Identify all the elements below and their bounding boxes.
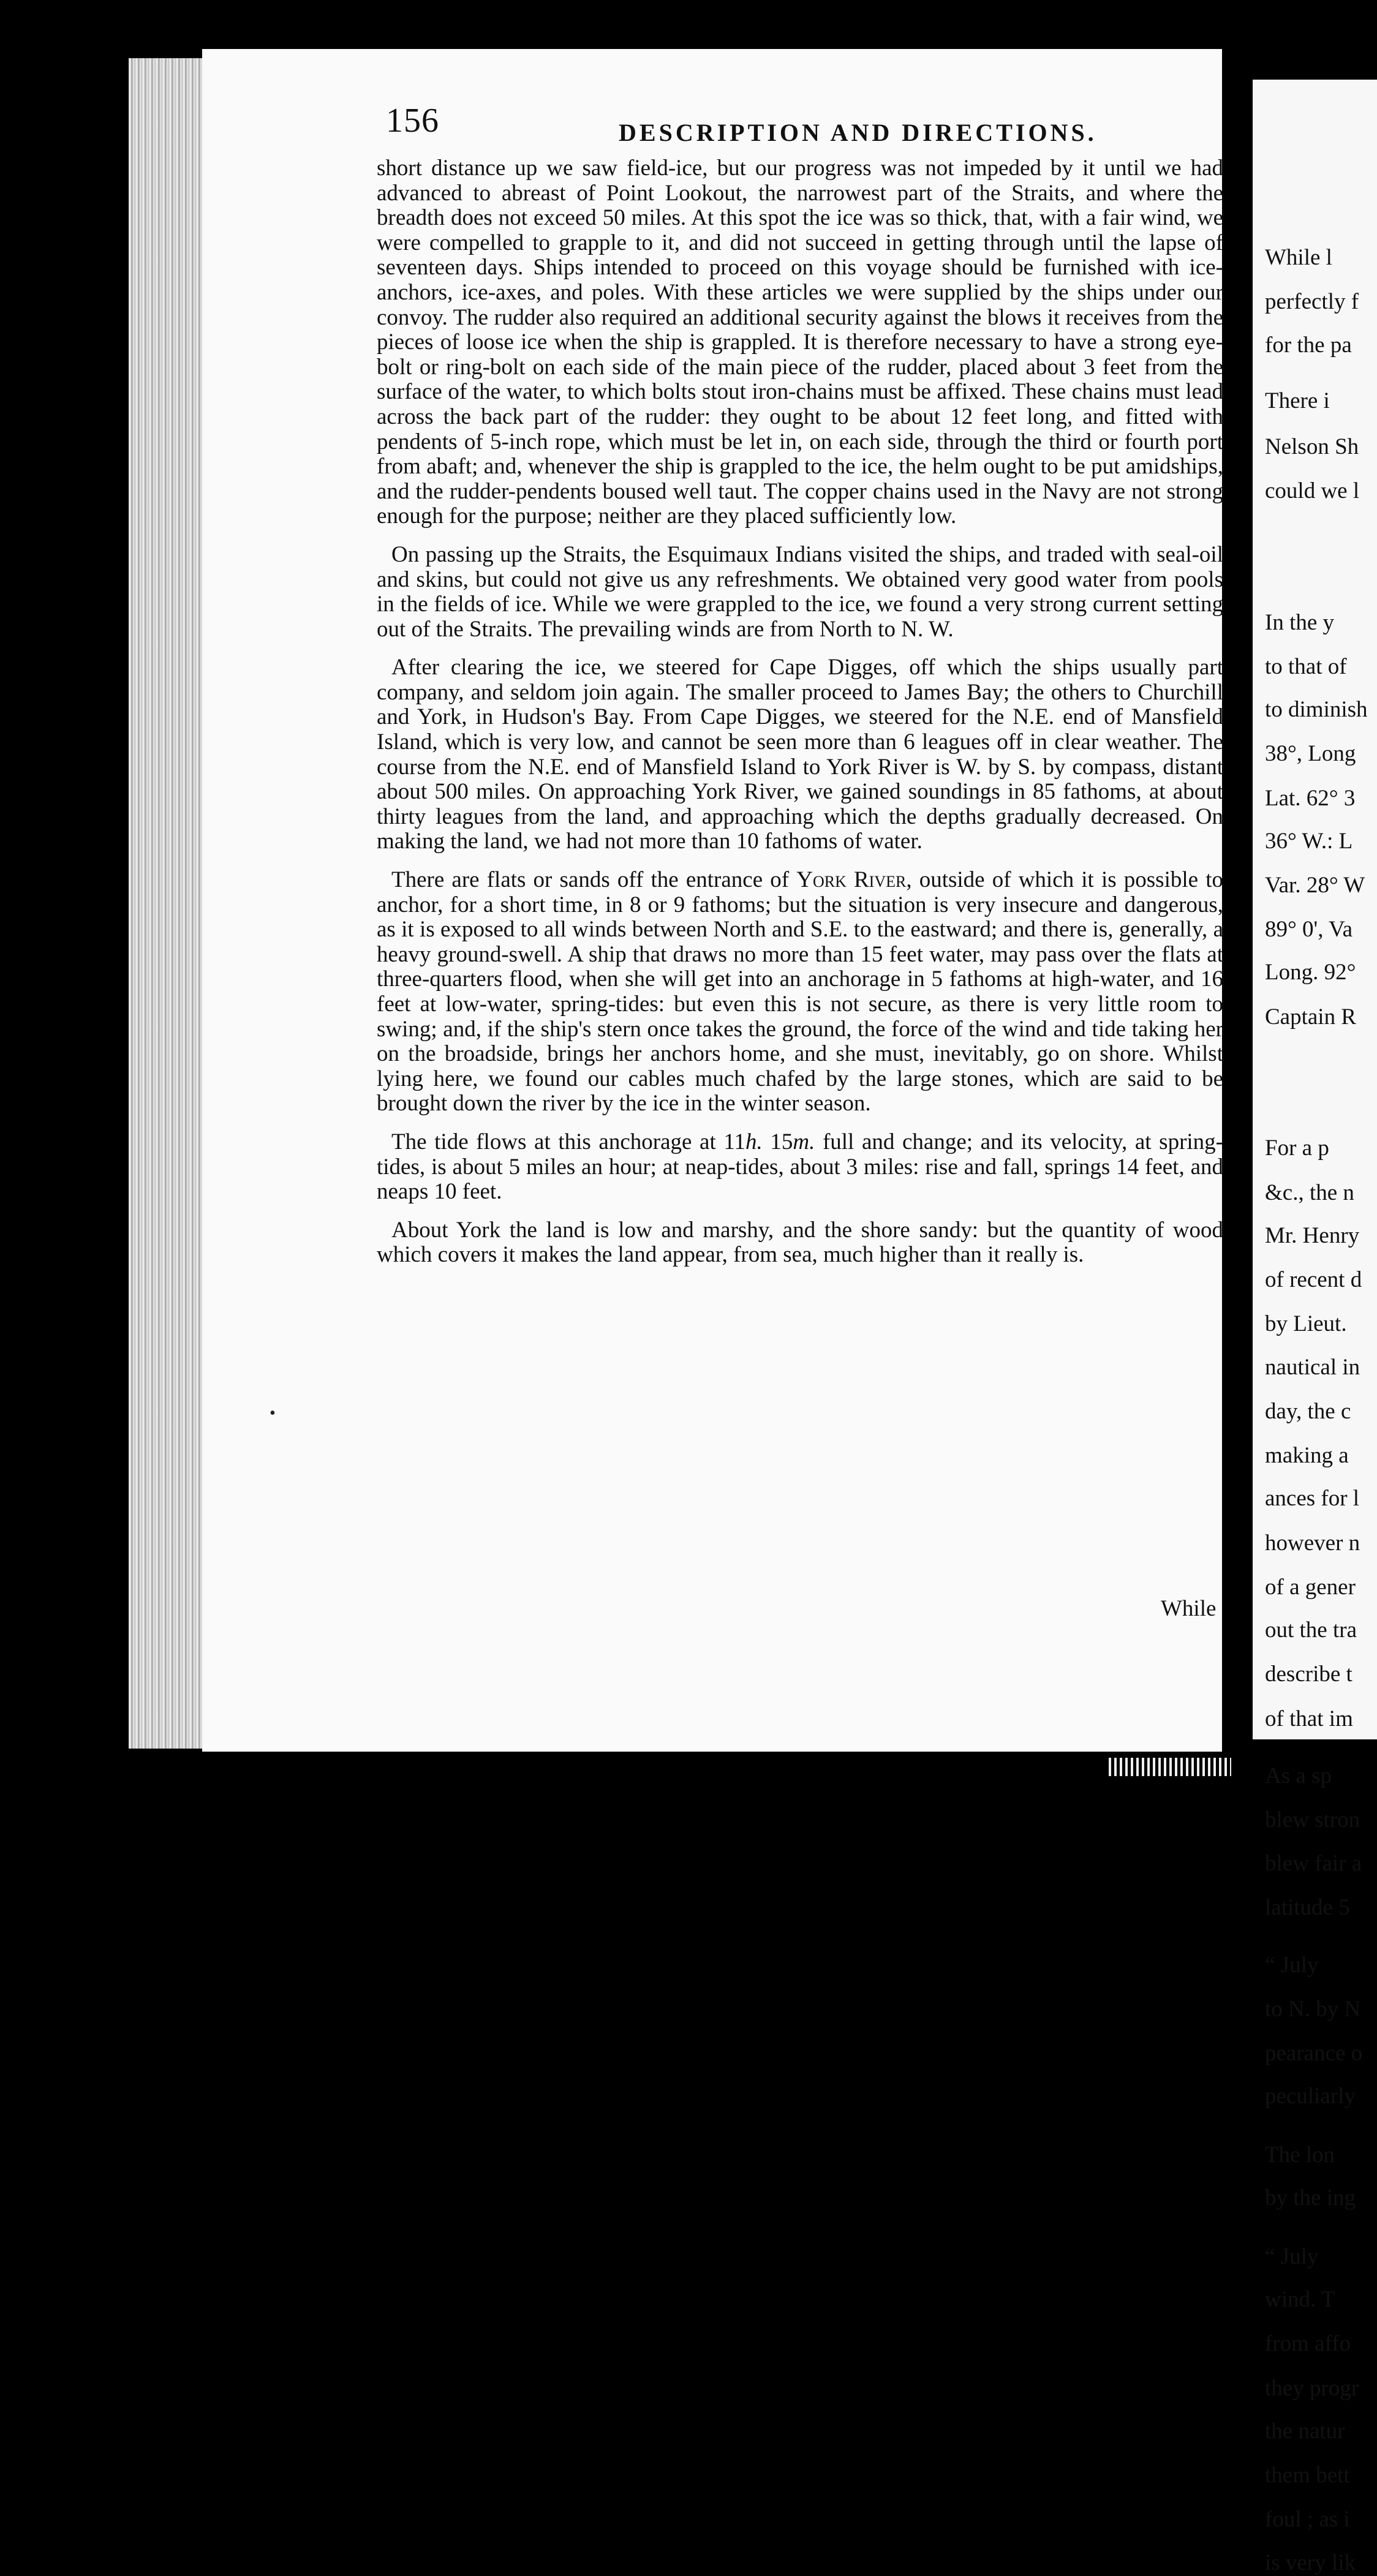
next-page-line: describe t (1265, 1662, 1352, 1687)
next-page-line: of recent d (1265, 1267, 1362, 1293)
paragraph: After clearing the ice, we steered for Cape Digges, off which the ships usually part company, and seldom join again. The smaller proceed to James Bay; the others to Churchill and York, in Hudson's Bay. From Cape Digges, we steered for the N.E. end of Mansfield Island, which is very low, and cannot be seen more than 6 leagues off in clear weather. The course from the N.E. end of Mansfield Island to York River is W. by S. by compass, distant about 500 miles. On approaching York River, we gained soundings in 85 fathoms, at about thirty leagues from the land, and approaching which the depths gradually decreased. On making the land, we had not more than 10 fathoms of water. (377, 655, 1223, 854)
next-page-line: 89° 0', Va (1265, 917, 1353, 943)
next-page-line: Long. 92° (1265, 960, 1356, 985)
next-page-line: for the pa (1265, 332, 1352, 358)
next-page-line: Nelson Sh (1265, 434, 1359, 459)
next-page-line: foul ; as i (1265, 2507, 1350, 2533)
next-page-line: day, the c (1265, 1398, 1351, 1424)
page-header (386, 101, 1213, 150)
italic-unit: h. (745, 1129, 763, 1154)
next-page-line: ances for l (1265, 1486, 1360, 1512)
next-page-line: perfectly f (1265, 289, 1359, 315)
paragraph: On passing up the Straits, the Esquimaux Indians visited the ships, and traded with seal-oil and skins, but could not give us any refreshments. We obtained very good water from pools in the fields of ice. While we were grappled to the ice, we found a very strong current setting out of the Straits. The prevailing winds are from North to N. W. (377, 541, 1223, 642)
next-page-line: 36° W.: L (1265, 828, 1353, 854)
next-page-line: peculiarly (1265, 2084, 1356, 2109)
next-page-line: For a p (1265, 1135, 1329, 1161)
next-page-line: “ July (1265, 2243, 1319, 2269)
next-page-line: by the ing (1265, 2185, 1356, 2211)
body-text (377, 156, 1223, 1281)
page-number: 156 (386, 102, 439, 140)
next-page-line: out the tra (1265, 1618, 1357, 1643)
catchword: While (1161, 1596, 1217, 1621)
page-edge-ticks (1109, 1758, 1231, 1776)
next-page-line: 38°, Long (1265, 741, 1356, 767)
next-page-line: to diminish (1265, 697, 1368, 723)
running-head: DESCRIPTION AND DIRECTIONS. (619, 119, 1097, 146)
italic-unit: m. (793, 1129, 815, 1154)
paragraph: short distance up we saw field-ice, but our progress was not impeded by it until we had advanced to abreast of Point Lookout, the narrowest part of the Straits, and where the breadth does not exceed 50 miles. At this spot the ice was so thick, that, with a fair wind, we were compelled to grapple to it, and did not succeed in getting through until the lapse of seventeen days. Ships intended to proceed on this voyage should be furnished with ice-anchors, ice-axes, and poles. With these articles we were supplied by the ships under our convoy. The rudder also required an additional security against the blows it receives from the pieces of loose ice when the ship is grappled. It is therefore necessary to have a strong eye-bolt or ring-bolt on each side of the main piece of the rudder, placed about 3 feet from the surface of the water, to which bolts stout iron-chains must be affixed. These chains must lead across the back part of the rudder: they ought to be about 12 feet long, and fitted with pendents of 5-inch rope, which must be let in, on each side, through the third or fourth port from abaft; and, whenever the ship is grappled to the ice, the helm ought to be put amidships, and the rudder-pendents boused well taut. The copper chains used in the Navy are not strong enough for the purpose; neither are they placed sufficiently low. (377, 156, 1223, 529)
text-run: full and change; and its velocity, at spring-tides, is about 5 miles an hour; at neap-tides, about 3 miles: rise and fall, springs 14 feet, and neaps 10 feet. (377, 1129, 1223, 1205)
right-page-fragment (1253, 80, 1377, 2575)
paragraph (377, 1130, 1223, 1205)
next-page-line: nautical in (1265, 1354, 1360, 1380)
book-edge (129, 58, 208, 1749)
next-page-line: to N. by N (1265, 1996, 1361, 2022)
next-page-line: wind. T (1265, 2287, 1335, 2313)
next-page-line: however n (1265, 1530, 1360, 1556)
next-page-line: “ July (1265, 1952, 1319, 1978)
next-page-line: from affo (1265, 2331, 1351, 2357)
paragraph (377, 868, 1223, 1117)
next-page-line: As a sp (1265, 1763, 1332, 1789)
place-name: York River (796, 867, 907, 893)
next-page-line: Var. 28° W (1265, 873, 1365, 898)
text-run: The tide flows at this anchorage at 11 (391, 1129, 745, 1154)
next-page-line: &c., the n (1265, 1180, 1354, 1205)
next-page-line: blew stron (1265, 1807, 1360, 1833)
next-page-line: Captain R (1265, 1004, 1357, 1030)
next-page-line: blew fair a (1265, 1850, 1362, 1876)
next-page-line: There i (1265, 388, 1330, 414)
text-run: There are flats or sands off the entrance of (391, 867, 797, 893)
next-page-line: is very lik (1265, 2550, 1356, 2575)
next-page-line: Lat. 62° 3 (1265, 785, 1356, 811)
next-page-line: In the y (1265, 609, 1335, 635)
next-page-line: them bett (1265, 2463, 1350, 2488)
next-page-line: While l (1265, 245, 1332, 271)
next-page-line: of a gener (1265, 1574, 1356, 1600)
next-page-line: could we l (1265, 478, 1360, 503)
next-page-line: Mr. Henry (1265, 1222, 1360, 1248)
next-page-line: by Lieut. (1265, 1311, 1347, 1337)
book-gutter (1222, 49, 1253, 1764)
margin-mark: • (270, 1404, 276, 1423)
next-page-line: making a (1265, 1443, 1349, 1469)
next-page-line: of that im (1265, 1706, 1353, 1731)
next-page-line: to that of (1265, 653, 1347, 679)
next-page-line: they progr (1265, 2375, 1359, 2401)
next-page-line: the natur (1265, 2418, 1345, 2444)
paragraph: About York the land is low and marshy, and the shore sandy: but the quantity of wood which covers it makes the land appear, from sea, much higher than it really is. (377, 1217, 1223, 1268)
next-page-line: latitude 5 (1265, 1894, 1350, 1920)
text-run: , outside of which it is possible to anchor, for a short time, in 8 or 9 fathoms; but the situation is very insecure and dangerous, as it is exposed to all winds between North and S.E. to the eastward; and there is, generally, a heavy ground-swell. A ship that draws no more than 15 feet water, may pass over the flats at three-quarters flood, when she will get into an anchorage in 5 fathoms at high-water, and 16 feet at low-water, spring-tides: but even this is not secure, as there is very little room to swing; and, if the ship's stern once takes the ground, the force of the wind and tide taking her on the broadside, brings her anchors home, and she must, inevitably, go on shore. Whilst lying here, we found our cables much chafed by the large stones, which are said to be brought down the river by the ice in the winter season. (377, 867, 1223, 1117)
next-page-line: The lon (1265, 2142, 1335, 2168)
text-run: 15 (762, 1129, 793, 1154)
next-page-line: pearance o (1265, 2041, 1363, 2066)
